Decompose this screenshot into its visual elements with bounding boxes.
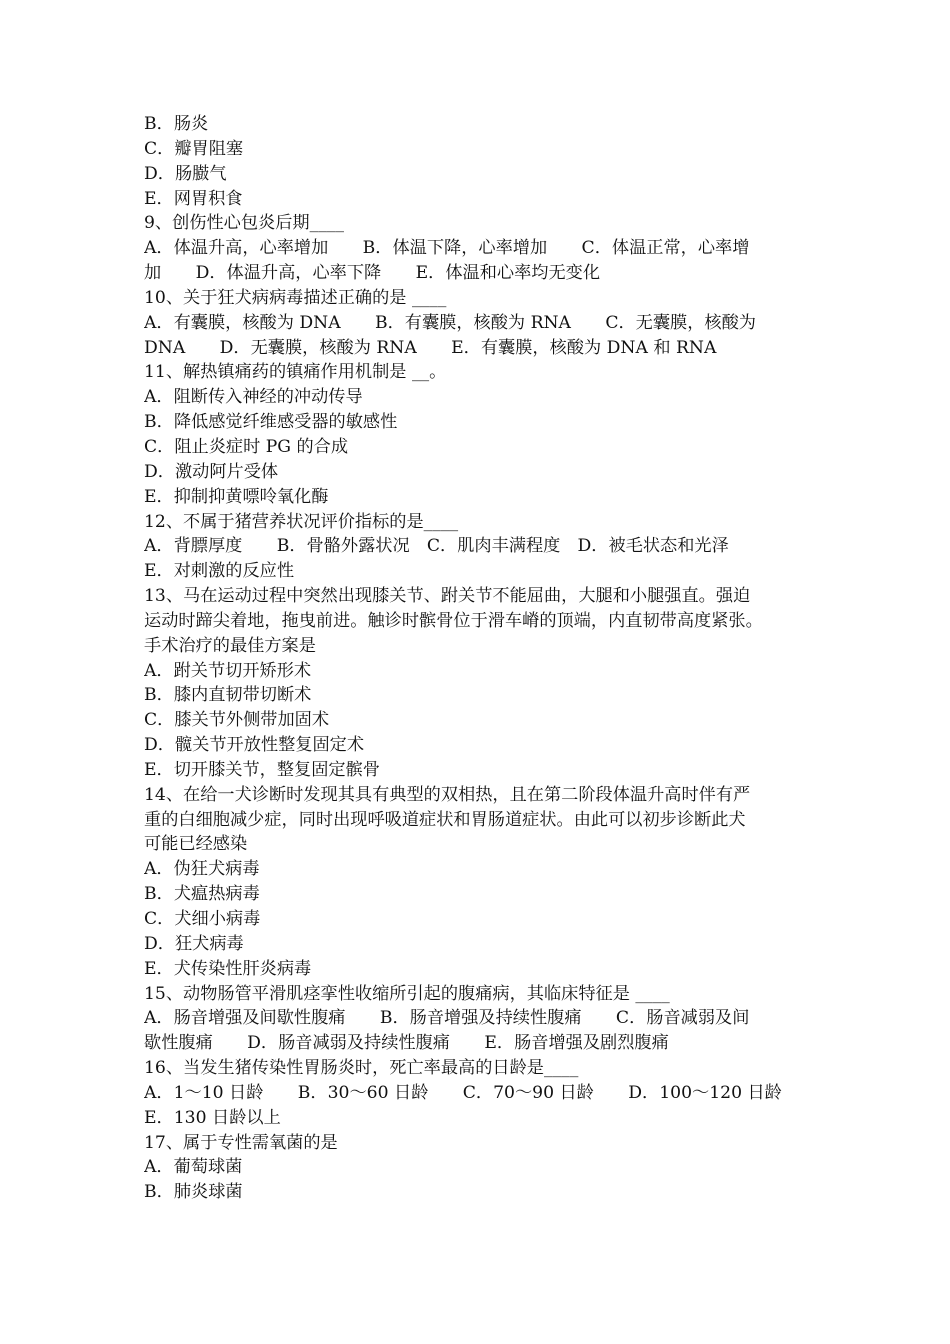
- option-line: C．膝关节外侧带加固术: [144, 710, 330, 731]
- option-line: E．对刺激的反应性: [144, 561, 295, 582]
- option-line: E．犬传染性肝炎病毒: [144, 958, 312, 979]
- question-11: 11、解热镇痛药的镇痛作用机制是 __。: [144, 362, 447, 383]
- option-line: B．肠炎: [144, 114, 209, 134]
- option-line: C．瓣胃阻塞: [144, 138, 244, 159]
- options-line: A．1～10 日龄 B．30～60 日龄 C．70～90 日龄 D．100～120 日龄: [144, 1082, 782, 1103]
- question-14-cont: 可能已经感染: [144, 834, 248, 855]
- question-17: 17、属于专性需氧菌的是: [144, 1132, 338, 1153]
- question-12: 12、不属于猪营养状况评价指标的是____: [144, 511, 459, 532]
- option-line: E．网胃积食: [144, 188, 243, 209]
- option-line: A．伪狂犬病毒: [144, 859, 260, 880]
- option-line: B．肺炎球菌: [144, 1182, 243, 1203]
- option-line: E．切开膝关节，整复固定髌骨: [144, 759, 380, 780]
- question-9: 9、创伤性心包炎后期____: [144, 213, 344, 234]
- option-line: E．130 日龄以上: [144, 1107, 281, 1128]
- options-line: 歇性腹痛 D．肠音减弱及持续性腹痛 E．肠音增强及剧烈腹痛: [144, 1033, 669, 1054]
- option-line: C．阻止炎症时 PG 的合成: [144, 436, 349, 457]
- option-line: D．肠臌气: [144, 163, 227, 184]
- option-line: B．膝内直韧带切断术: [144, 685, 312, 706]
- option-line: C．犬细小病毒: [144, 909, 261, 929]
- question-15: 15、动物肠管平滑肌痉挛性收缩所引起的腹痛病，其临床特征是 ____: [144, 983, 670, 1004]
- question-16: 16、当发生猪传染性胃肠炎时，死亡率最高的日龄是____: [144, 1058, 579, 1079]
- option-line: E．抑制抑黄嘌呤氧化酶: [144, 486, 329, 507]
- option-line: A．葡萄球菌: [144, 1157, 243, 1178]
- option-line: B．犬瘟热病毒: [144, 884, 260, 905]
- document-page: [144, 112, 809, 1205]
- question-10: 10、关于狂犬病病毒描述正确的是 ____: [144, 287, 447, 308]
- question-14: 14、在给一犬诊断时发现其具有典型的双相热，且在第二阶段体温升高时伴有严: [144, 784, 751, 805]
- option-line: A．跗关节切开矫形术: [144, 660, 312, 681]
- options-line: A．肠音增强及间歇性腹痛 B．肠音增强及持续性腹痛 C．肠音减弱及间: [144, 1008, 750, 1029]
- question-13-cont: 运动时蹄尖着地，拖曳前进。触诊时髌骨位于滑车嵴的顶端，内直韧带高度紧张。: [144, 610, 763, 631]
- option-line: D．狂犬病毒: [144, 933, 244, 954]
- option-line: D．髋关节开放性整复固定术: [144, 735, 365, 756]
- question-13: 13、马在运动过程中突然出现膝关节、跗关节不能屈曲，大腿和小腿强直。强迫: [144, 586, 751, 607]
- options-line: A．有囊膜，核酸为 DNA B．有囊膜，核酸为 RNA C．无囊膜，核酸为: [144, 312, 756, 333]
- options-line: 加 D．体温升高，心率下降 E．体温和心率均无变化: [144, 263, 601, 284]
- option-line: D．激动阿片受体: [144, 461, 279, 482]
- options-line: DNA D．无囊膜，核酸为 RNA E．有囊膜，核酸为 DNA 和 RNA: [144, 337, 717, 358]
- options-line: A．背膘厚度 B．骨骼外露状况 C．肌肉丰满程度 D．被毛状态和光泽: [144, 536, 729, 557]
- question-13-cont: 手术治疗的最佳方案是: [144, 635, 316, 656]
- options-line: A．体温升高，心率增加 B．体温下降，心率增加 C．体温正常，心率增: [144, 238, 750, 259]
- question-14-cont: 重的白细胞减少症，同时出现呼吸道症状和胃肠道症状。由此可以初步诊断此犬: [144, 809, 746, 830]
- option-line: A．阻断传入神经的冲动传导: [144, 387, 363, 408]
- option-line: B．降低感觉纤维感受器的敏感性: [144, 412, 398, 433]
